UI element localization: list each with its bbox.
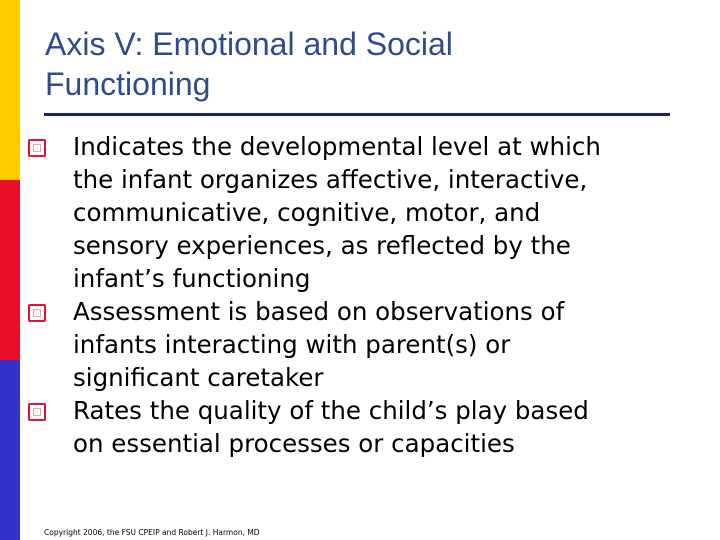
square-bullet-icon	[28, 139, 46, 157]
bullet-text-line: Assessment is based on observations of	[73, 297, 565, 326]
bullet-text-line: infants interacting with parent(s) or	[73, 330, 511, 359]
bullet-text-line: significant caretaker	[73, 363, 324, 392]
bullet-text-line: communicative, cognitive, motor, and	[73, 198, 541, 227]
bullet-item	[28, 394, 708, 460]
title-underline	[44, 113, 670, 116]
bullet-text-line: Indicates the developmental level at which	[73, 132, 601, 161]
bullet-text-line: the infant organizes affective, interactive,	[73, 165, 588, 194]
square-bullet-icon	[28, 304, 46, 322]
bullet-list	[28, 130, 708, 460]
bullet-text-line: on essential processes or capacities	[73, 429, 515, 458]
slide-title	[45, 24, 685, 104]
copyright-footer: Copyright 2006, the FSU CPEIP and Robert J. Harmon, MD	[44, 528, 260, 537]
bullet-text-line: infant’s functioning	[73, 264, 311, 293]
slide-title-line: Axis V: Emotional and Social	[45, 26, 453, 62]
bullet-item	[28, 130, 708, 295]
bullet-text-line: Rates the quality of the child’s play based	[73, 396, 589, 425]
bullet-item	[28, 295, 708, 394]
bullet-text-line: sensory experiences, as reflected by the	[73, 231, 571, 260]
slide-title-line: Functioning	[45, 66, 211, 102]
sidebar-red-segment	[0, 180, 20, 360]
square-bullet-icon	[28, 403, 46, 421]
sidebar-blue-segment	[0, 360, 20, 540]
sidebar-yellow-segment	[0, 0, 20, 180]
